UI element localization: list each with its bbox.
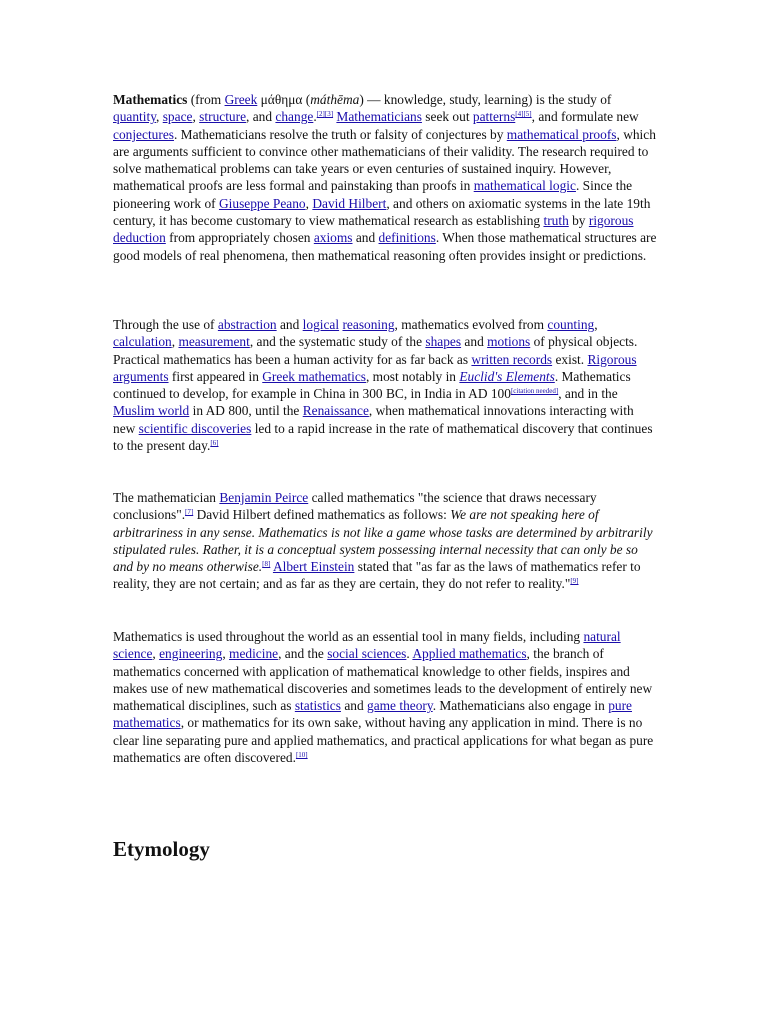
transliteration: máthēma xyxy=(310,92,360,107)
link-written-records[interactable]: written records xyxy=(471,351,553,367)
ref-2-link[interactable]: [2] xyxy=(316,110,325,119)
ref-6-link[interactable]: [6] xyxy=(210,439,219,448)
link-giuseppe-peano[interactable]: Giuseppe Peano xyxy=(218,195,306,211)
text: (from xyxy=(187,92,225,107)
link-reasoning[interactable]: reasoning xyxy=(342,317,395,332)
text: and xyxy=(340,698,367,714)
text: , which are arguments sufficient to convince other mathematicians of their validity. The research required to solve mathematical problems can take years or even centuries of sustained inquiry. However, mathematical proofs are less formal and painstaking than proofs in xyxy=(113,126,656,194)
text: in AD 800, until the xyxy=(189,403,303,419)
term-mathematics: Mathematics xyxy=(113,92,188,107)
text: The mathematician xyxy=(113,490,220,505)
link-abstraction[interactable]: abstraction xyxy=(217,317,277,332)
ref-9[interactable] xyxy=(570,577,578,585)
link-mathematical-logic[interactable]: mathematical logic xyxy=(473,178,576,194)
history-paragraph xyxy=(113,316,658,454)
link-structure[interactable]: structure xyxy=(199,109,247,125)
link-game-theory[interactable]: game theory xyxy=(367,698,433,714)
ref-10-link[interactable]: [10] xyxy=(295,751,308,760)
ref-8-link[interactable]: [8] xyxy=(262,560,271,569)
link-renaissance[interactable]: Renaissance xyxy=(302,403,369,419)
text: , and others on axiomatic systems in the late 19th century, it has become customary to view mathematical research as establishing xyxy=(113,195,651,229)
link-measurement[interactable]: measurement xyxy=(178,334,250,350)
link-rigorous[interactable]: rigorous xyxy=(588,213,634,229)
hilbert-quote: We are not speaking here of arbitrariness in any sense. Mathematics is not like a game whose tasks are determined by arbitrarily stipulated rules. Rather, it is a conceptual system possessing internal necessity that can only be so and by no means otherwise. xyxy=(113,507,653,575)
text: , when mathematical innovations interacting with new xyxy=(113,403,634,436)
text: , the branch of mathematics concerned with application of mathematical knowledge to other fields, inspires and makes use of new mathematical discoveries and sometimes leads to the development of entirely new mathematical disciplines, such as xyxy=(113,646,653,714)
text: led to a rapid increase in the rate of mathematical discovery that continues to the present day. xyxy=(113,420,653,454)
text: ) — knowledge, study, learning) is the study of xyxy=(359,92,612,107)
text: Through the use of xyxy=(113,317,218,332)
link-definitions[interactable]: definitions xyxy=(378,230,436,246)
link-change[interactable]: change xyxy=(275,109,314,125)
link-rigorous-arguments[interactable]: Rigorous arguments xyxy=(113,351,637,384)
text: , xyxy=(192,109,200,125)
link-counting[interactable]: counting xyxy=(547,317,595,332)
text: , xyxy=(171,334,179,350)
link-david-hilbert[interactable]: David Hilbert xyxy=(312,195,387,211)
text: . When those mathematical structures are good models of real phenomena, then mathematical reasoning often provides insight or predictions. xyxy=(113,230,657,263)
link-social-sciences[interactable]: social sciences xyxy=(327,646,407,662)
text: . Since the pioneering work of xyxy=(113,178,633,211)
link-euclids-elements[interactable] xyxy=(459,369,554,384)
definitions-paragraph xyxy=(113,489,658,593)
text: stated that "as far as the laws of mathematics refer to reality, they are not certain; and as far as they are certain, they do not refer to reality." xyxy=(113,559,641,592)
link-patterns[interactable]: patterns xyxy=(472,109,516,125)
link-calculation[interactable]: calculation xyxy=(113,334,172,350)
link-euclids-elements-text: Euclid's Elements xyxy=(459,368,555,384)
text: , and xyxy=(246,109,276,125)
text: . Mathematicians also engage in xyxy=(432,698,609,714)
text: and xyxy=(461,334,488,350)
link-engineering[interactable]: engineering xyxy=(159,646,223,662)
link-mathematicians[interactable]: Mathematicians xyxy=(336,109,422,125)
link-greek-mathematics[interactable]: Greek mathematics xyxy=(262,368,366,384)
text: , xyxy=(594,317,598,332)
text: , xyxy=(156,109,163,125)
ref-4[interactable] xyxy=(515,110,531,118)
text: . xyxy=(406,646,413,662)
text: , xyxy=(152,646,160,662)
ref-6[interactable] xyxy=(210,439,218,447)
citation-needed[interactable] xyxy=(511,387,558,395)
link-space[interactable]: space xyxy=(162,109,193,125)
text: exist. xyxy=(552,351,588,367)
text: , xyxy=(222,646,230,662)
link-natural-science[interactable]: natural science xyxy=(113,629,621,662)
text: first appeared in xyxy=(168,368,263,384)
link-medicine[interactable]: medicine xyxy=(229,646,279,662)
link-axioms[interactable]: axioms xyxy=(313,230,353,246)
text: seek out xyxy=(421,109,473,125)
link-deduction[interactable]: deduction xyxy=(113,230,166,246)
text: , and in the xyxy=(558,386,618,402)
text: from appropriately chosen xyxy=(165,230,314,246)
link-muslim-world[interactable]: Muslim world xyxy=(113,403,190,419)
intro-paragraph xyxy=(113,91,658,264)
link-truth[interactable]: truth xyxy=(543,213,569,229)
text: , and the xyxy=(278,646,328,662)
link-greek[interactable]: Greek xyxy=(224,92,258,107)
ref-9-link[interactable]: [9] xyxy=(570,577,579,586)
link-applied-mathematics[interactable]: Applied mathematics xyxy=(412,646,527,662)
ref-3-link[interactable]: [3] xyxy=(324,110,334,119)
citation-needed-link[interactable]: [citation needed] xyxy=(510,387,559,396)
text: of physical objects. Practical mathematics has been a human activity for as far back as xyxy=(113,334,638,367)
text: , mathematics evolved from xyxy=(394,317,548,332)
text: David Hilbert defined mathematics as follows: xyxy=(193,507,451,523)
text: μάθημα ( xyxy=(257,92,311,107)
text: . Mathematicians resolve the truth or falsity of conjectures by xyxy=(173,126,507,142)
link-benjamin-peirce[interactable]: Benjamin Peirce xyxy=(219,490,309,505)
ref-10[interactable] xyxy=(296,751,308,759)
text: by xyxy=(568,213,589,229)
ref-5-link[interactable]: [5] xyxy=(523,110,532,119)
applications-paragraph xyxy=(113,628,658,766)
link-pure-mathematics[interactable]: pure mathematics xyxy=(113,698,632,731)
etymology-heading: Etymology xyxy=(113,837,210,861)
text: , most notably in xyxy=(365,368,460,384)
link-scientific-discoveries[interactable]: scientific discoveries xyxy=(138,420,252,436)
text: Mathematics is used throughout the world as an essential tool in many fields, including xyxy=(113,629,584,644)
text: . xyxy=(313,109,317,125)
link-logical[interactable]: logical xyxy=(302,317,340,332)
link-quantity[interactable]: quantity xyxy=(113,109,157,125)
text: , and the systematic study of the xyxy=(249,334,426,350)
link-conjectures[interactable]: conjectures xyxy=(113,126,174,142)
text: and xyxy=(352,230,379,246)
text: . Mathematics continued to develop, for example in China in 300 BC, in India in AD 100 xyxy=(113,368,631,402)
text: called mathematics "the science that draws necessary conclusions". xyxy=(113,490,597,523)
text: , or mathematics for its own sake, without having any application in mind. There is no clear line separating pure and applied mathematics, and practical applications for what began as pure mathematics are often discovered. xyxy=(113,715,654,766)
link-albert-einstein[interactable]: Albert Einstein xyxy=(272,559,355,575)
link-statistics[interactable]: statistics xyxy=(294,698,341,714)
text: , and formulate new xyxy=(531,109,639,125)
link-mathematical-proofs[interactable]: mathematical proofs xyxy=(506,126,617,142)
text: , xyxy=(305,195,313,211)
text: and xyxy=(276,317,303,332)
link-motions[interactable]: motions xyxy=(487,334,531,350)
link-shapes[interactable]: shapes xyxy=(425,334,462,350)
ref-2[interactable] xyxy=(317,110,333,118)
ref-4-link[interactable]: [4] xyxy=(515,110,524,119)
ref-7-link[interactable]: [7] xyxy=(185,508,194,517)
ref-7[interactable] xyxy=(185,508,193,516)
